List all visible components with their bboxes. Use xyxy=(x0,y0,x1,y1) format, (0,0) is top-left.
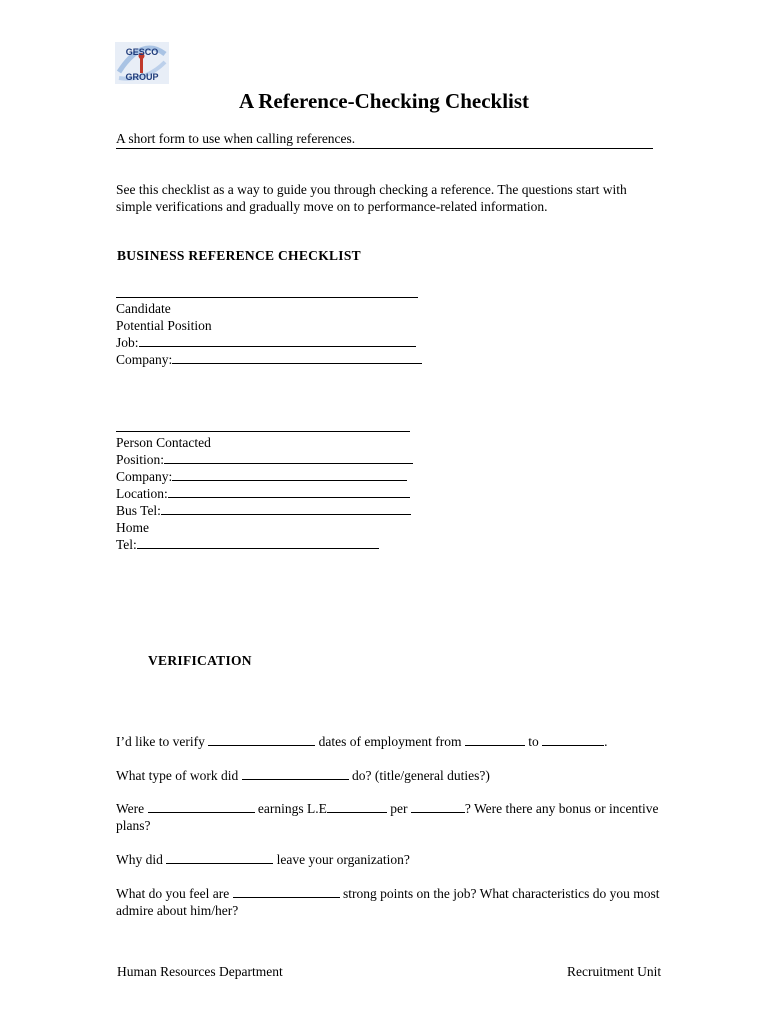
location-blank xyxy=(168,485,410,498)
q4-blank-name xyxy=(166,851,273,864)
contact-company-blank xyxy=(172,468,407,481)
q1-part-a: I’d like to verify xyxy=(116,734,205,749)
business-reference-heading: BUSINESS REFERENCE CHECKLIST xyxy=(117,248,361,263)
logo-text-top: GESCO xyxy=(125,47,159,57)
logo-text-bottom: GROUP xyxy=(125,72,159,82)
job-field xyxy=(116,334,416,351)
bus-tel-blank xyxy=(161,502,411,515)
question-type-of-work xyxy=(116,767,661,784)
position-label: Position: xyxy=(116,452,165,467)
position-field xyxy=(116,451,413,468)
tel-blank xyxy=(137,536,379,549)
contact-company-label: Company: xyxy=(116,469,173,484)
potential-position-label: Potential Position xyxy=(116,318,212,333)
q3-blank-name xyxy=(148,800,255,813)
footer-unit: Recruitment Unit xyxy=(567,964,662,979)
q1-blank-to xyxy=(542,733,604,746)
q3-part-d: ? Were there any bonus or incentive plans? xyxy=(116,801,659,833)
intro-paragraph: See this checklist as a way to guide you through checking a reference. The questions start with simple verifications and gradually move on to performance-related information. xyxy=(116,182,627,214)
position-blank xyxy=(164,451,413,464)
candidate-label: Candidate xyxy=(116,301,171,316)
company-logo xyxy=(115,42,169,84)
document-title: A Reference-Checking Checklist xyxy=(238,89,530,113)
location-field xyxy=(116,485,410,502)
company-label: Company: xyxy=(116,352,173,367)
question-earnings xyxy=(116,800,661,834)
footer-department: Human Resources Department xyxy=(117,964,283,979)
contact-company-field xyxy=(116,468,407,485)
q5-part-b: strong points on the job? What characteristics do you most admire about him/her? xyxy=(116,886,660,918)
q3-blank-period xyxy=(411,800,465,813)
q3-blank-amount xyxy=(327,800,387,813)
q1-part-d: . xyxy=(604,734,608,749)
q3-part-a: Were xyxy=(116,801,145,816)
question-why-leave xyxy=(116,851,661,868)
contact-blank-line xyxy=(116,431,410,432)
q1-part-b: dates of employment from xyxy=(318,734,462,749)
bus-tel-field xyxy=(116,502,411,519)
verification-heading: VERIFICATION xyxy=(148,653,252,668)
tel-label: Tel: xyxy=(116,537,137,552)
question-verify-dates xyxy=(116,733,661,750)
bus-tel-label: Bus Tel: xyxy=(116,503,161,518)
job-label: Job: xyxy=(116,335,139,350)
q2-blank-name xyxy=(242,767,349,780)
q1-blank-name xyxy=(208,733,315,746)
subtitle: A short form to use when calling references. xyxy=(116,130,653,149)
candidate-blank-line xyxy=(116,297,418,298)
q1-blank-from xyxy=(465,733,525,746)
home-label: Home xyxy=(116,520,149,535)
q2-part-a: What type of work did xyxy=(116,768,239,783)
q2-part-b: do? (title/general duties?) xyxy=(351,768,490,783)
job-blank xyxy=(139,334,416,347)
q1-part-c: to xyxy=(528,734,539,749)
company-field xyxy=(116,351,422,368)
tel-field xyxy=(116,536,379,553)
person-contacted-label: Person Contacted xyxy=(116,435,211,450)
q3-part-b: earnings L.E xyxy=(257,801,327,816)
location-label: Location: xyxy=(116,486,168,501)
q5-blank-name xyxy=(233,885,340,898)
q5-part-a: What do you feel are xyxy=(116,886,230,901)
company-blank xyxy=(172,351,422,364)
q4-part-b: leave your organization? xyxy=(276,852,410,867)
q4-part-a: Why did xyxy=(116,852,163,867)
question-strong-points xyxy=(116,885,661,919)
q3-part-c: per xyxy=(390,801,408,816)
